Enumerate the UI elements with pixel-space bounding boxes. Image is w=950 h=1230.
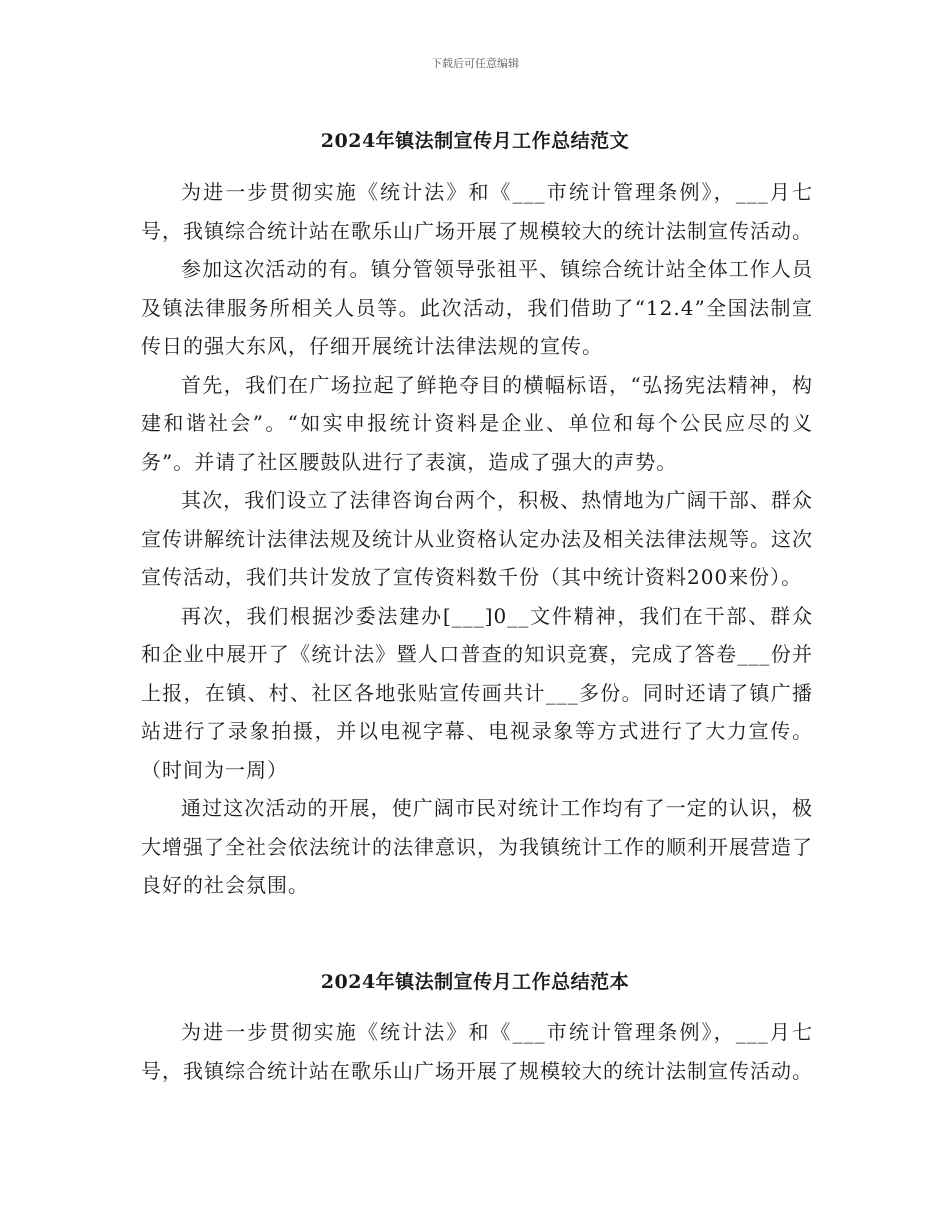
paragraph: 为进一步贯彻实施《统计法》和《___市统计管理条例》，___月七号，我镇综合统计站在歌乐山广场开展了规模较大的统计法制宣传活动。 [141, 1020, 813, 1083]
paragraph: 其次，我们设立了法律咨询台两个，积极、热情地为广阔干部、群众宣传讲解统计法律法规及统计从业资格认定办法及相关法律法规等。这次宣传活动，我们共计发放了宣传资料数千份（其中统计资料200来份）。 [141, 488, 813, 589]
paragraph: 再次，我们根据沙委法建办[___]0__文件精神，我们在干部、群众和企业中展开了《统计法》暨人口普查的知识竞赛，完成了答卷___份并上报，在镇、村、社区各地张贴宣传画共计___多份。同时还请了镇广播站进行了录象拍摄，并以电视字幕、电视录象等方式进行了大力宣传。（时间为一周） [141, 603, 813, 782]
document-title: 2024年镇法制宣传月工作总结范文 [320, 130, 630, 152]
header-note: 下载后可任意编辑 [431, 57, 519, 70]
second-document-title: 2024年镇法制宣传月工作总结范本 [320, 971, 630, 993]
paragraph: 通过这次活动的开展，使广阔市民对统计工作均有了一定的认识，极大增强了全社会依法统计的法律意识，为我镇统计工作的顺利开展营造了良好的社会氛围。 [141, 796, 813, 897]
paragraph: 参加这次活动的有。镇分管领导张祖平、镇综合统计站全体工作人员及镇法律服务所相关人员等。此次活动，我们借助了“12.4”全国法制宣传日的强大东风，仔细开展统计法律法规的宣传。 [141, 257, 813, 358]
document-body [141, 173, 813, 905]
second-document-body [141, 1013, 813, 1090]
paragraph: 首先，我们在广场拉起了鲜艳夺目的横幅标语，“弘扬宪法精神，构建和谐社会”。“如实申报统计资料是企业、单位和每个公民应尽的义务”。并请了社区腰鼓队进行了表演，造成了强大的声势。 [141, 372, 813, 474]
paragraph: 为进一步贯彻实施《统计法》和《___市统计管理条例》，___月七号，我镇综合统计站在歌乐山广场开展了规模较大的统计法制宣传活动。 [141, 180, 813, 243]
